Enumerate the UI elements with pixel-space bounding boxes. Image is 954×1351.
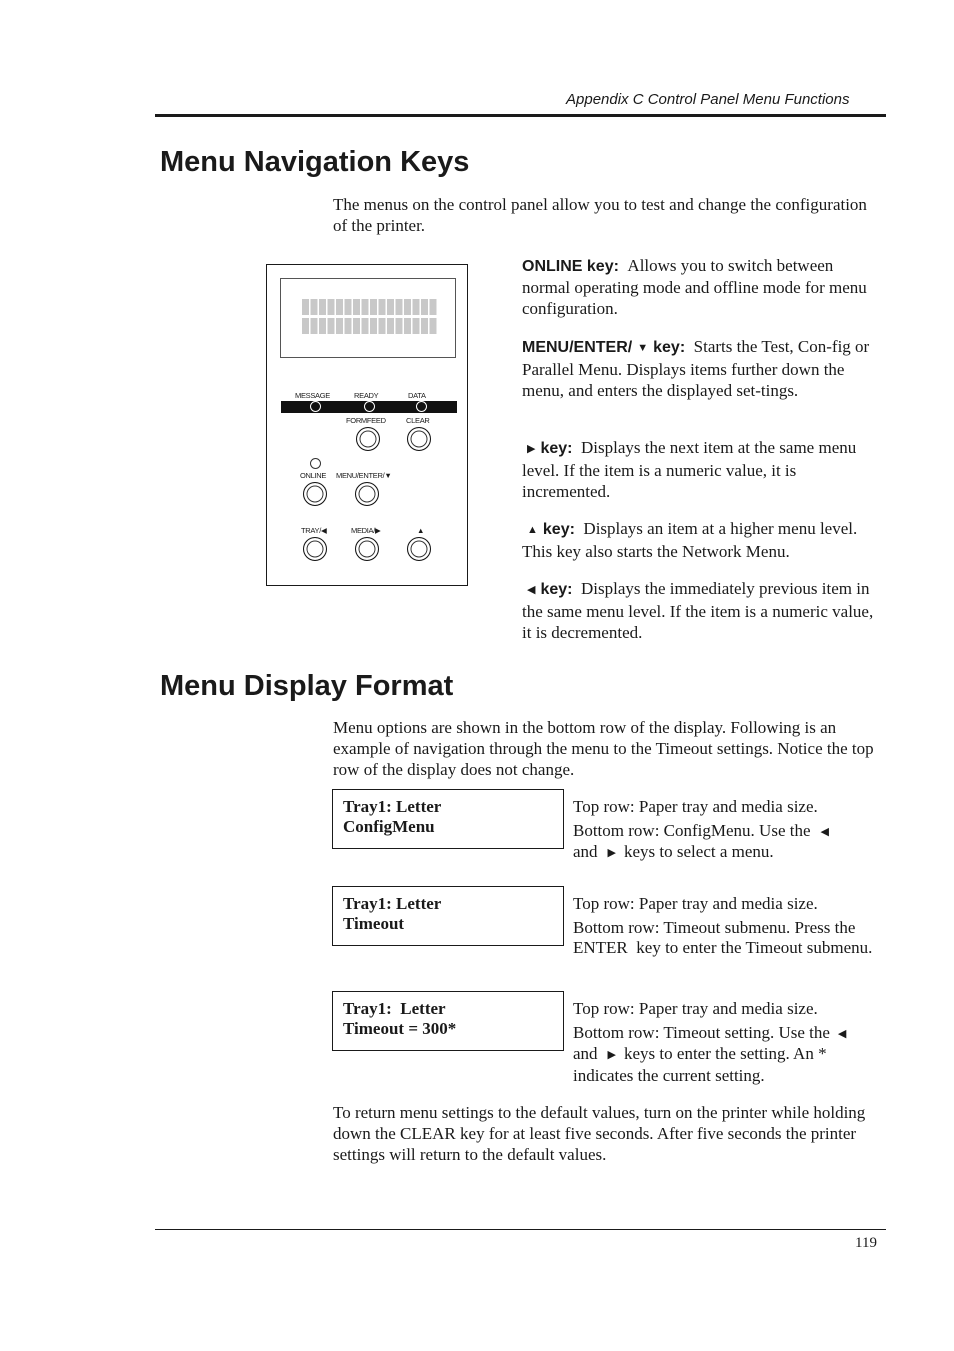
reset-instructions: To return menu settings to the default values, turn on the printer while holding down the CLEAR key for at least five seconds. After five seconds the printer settings will return to the default values. [333, 1103, 866, 1164]
example-3-bottom-c: keys to enter the setting. An * indicates the current setting. [573, 1044, 827, 1085]
up-key-label: key: [542, 521, 575, 538]
down-arrow-icon: ▼ [637, 342, 649, 354]
example-1-bottom-b: and [573, 842, 598, 861]
display-example-3 [332, 991, 564, 1051]
display-example-2 [332, 886, 564, 946]
display-line-1: Tray1: Letter [343, 894, 442, 913]
right-arrow-icon: ▶ [607, 1049, 617, 1061]
right-arrow-icon: ▶ [607, 847, 617, 859]
example-2-top: Top row: Paper tray and media size. [573, 894, 818, 913]
example-3-bottom-b: and [573, 1044, 598, 1063]
example-2-bottom: Bottom row: Timeout submenu. Press the ENTER key to enter the Timeout submenu. [573, 917, 873, 957]
left-arrow-icon: ◀ [820, 825, 829, 838]
left-arrow-icon: ◀ [527, 584, 536, 596]
left-arrow-icon: ◀ [837, 1027, 847, 1040]
left-key-text: Displays the immediately previous item in the same menu level. If the item is a numeric value, it is decremented. [522, 579, 874, 642]
media-label: MEDIA/▶ [351, 526, 381, 535]
up-button[interactable] [407, 537, 431, 561]
display-intro: Menu options are shown in the bottom row of the display. Following is an example of navigation through the menu to the Timeout settings. Notice the top row of the display does not change. [333, 718, 874, 779]
up-key-desc [522, 518, 877, 562]
footer-rule [155, 1229, 886, 1230]
up-arrow-icon: ▲ [527, 524, 538, 536]
right-key-desc [522, 437, 877, 502]
menu-enter-label: MENU/ENTER/▼ [336, 471, 392, 480]
online-led [310, 458, 321, 469]
left-key-desc [522, 578, 877, 643]
display-line-2: ConfigMenu [343, 817, 435, 836]
display-example-1 [332, 789, 564, 849]
example-1-bottom [573, 821, 873, 864]
example-2-desc [573, 894, 873, 959]
control-panel-figure [266, 264, 468, 586]
left-key-label: key: [540, 581, 573, 598]
display-line-1: Tray1: Letter [343, 797, 442, 816]
menu-enter-button[interactable] [355, 482, 379, 506]
media-button[interactable] [355, 537, 379, 561]
menu-enter-key-desc [522, 336, 877, 401]
example-3-desc [573, 999, 873, 1086]
ready-led [364, 401, 375, 412]
online-key-text: Allows you to switch between normal operating mode and offline mode for menu configuration. [522, 256, 867, 318]
example-3-bottom [573, 1023, 873, 1087]
page-number: 119 [855, 1235, 877, 1251]
example-1-bottom-a: Bottom row: ConfigMenu. Use the [573, 820, 811, 840]
status-bar [281, 401, 457, 413]
clear-label: CLEAR [406, 416, 430, 425]
up-key-text: Displays an item at a higher menu level. This key also starts the Network Menu. [522, 519, 858, 561]
example-3-top: Top row: Paper tray and media size. [573, 999, 818, 1018]
online-key-desc [522, 255, 877, 319]
right-key-label: key: [540, 440, 573, 457]
running-head: Appendix C Control Panel Menu Functions [566, 91, 850, 108]
online-button[interactable] [303, 482, 327, 506]
up-label: ▲ [417, 526, 425, 535]
display-line-2: Timeout [343, 914, 405, 933]
header-rule [155, 114, 886, 117]
message-led [310, 401, 321, 412]
navigation-intro: The menus on the control panel allow you to test and change the configuration of the printer. [333, 195, 867, 235]
display-line-1: Tray1: Letter [343, 999, 446, 1018]
tray-label: TRAY/◀ [301, 526, 327, 535]
online-label: ONLINE [300, 471, 327, 480]
message-label: MESSAGE [295, 391, 330, 400]
online-key-label: ONLINE key: [522, 258, 619, 275]
clear-button[interactable] [407, 427, 431, 451]
example-1-bottom-c: keys to select a menu. [624, 842, 774, 861]
formfeed-button[interactable] [356, 427, 380, 451]
example-3-bottom-a: Bottom row: Timeout setting. Use the [573, 1022, 830, 1042]
formfeed-label: FORMFEED [346, 416, 386, 425]
data-label: DATA [408, 391, 426, 400]
menu-enter-key-suffix: key: [653, 339, 686, 356]
data-led [416, 401, 427, 412]
example-1-top: Top row: Paper tray and media size. [573, 797, 818, 816]
display-line-2: Timeout = 300* [343, 1019, 457, 1038]
ready-label: READY [354, 391, 379, 400]
section-title-display: Menu Display Format [160, 670, 454, 702]
menu-enter-key-label: MENU/ENTER/ [522, 339, 633, 356]
menu-enter-key-text: Starts the Test, Con-fig or Parallel Menu. Displays items further down the menu, and enters the displayed set-tings. [522, 337, 870, 400]
tray-button[interactable] [303, 537, 327, 561]
lcd-display [280, 278, 456, 358]
right-arrow-icon: ▶ [527, 443, 536, 455]
right-key-text: Displays the next item at the same menu level. If the item is a numeric value, it is incremented. [522, 438, 857, 501]
section-title-navigation: Menu Navigation Keys [160, 146, 470, 178]
example-1-desc [573, 797, 873, 864]
